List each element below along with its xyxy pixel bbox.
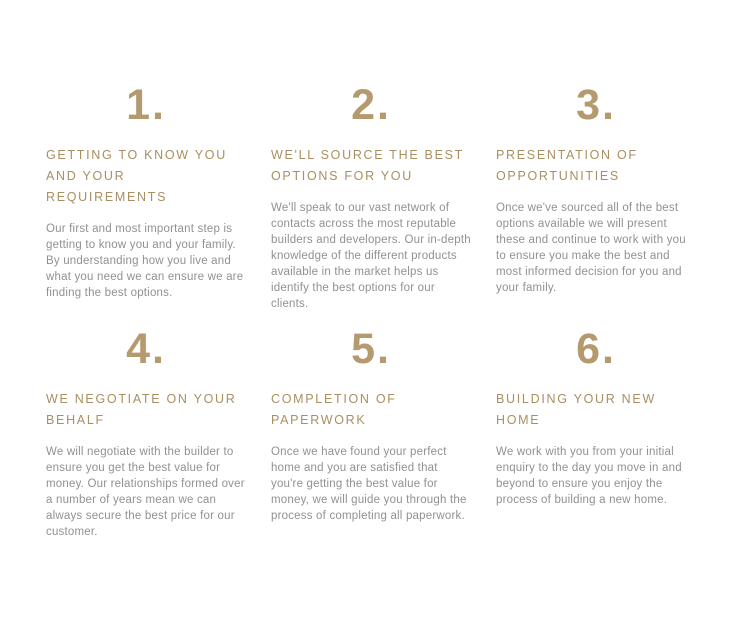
step-number: 4. [126,325,166,373]
step-number: 5. [351,325,391,373]
step-title: PRESENTATION OF OPPORTUNITIES [496,148,638,183]
step-title: BUILDING YOUR NEW HOME [496,392,656,427]
step-description: Once we have found your perfect home and you are satisfied that you're getting the best value for money, we will guide you through the process of completing all paperwork. [271,446,467,522]
step-card-1 [46,81,246,312]
step-title: GETTING TO KNOW YOU AND YOUR REQUIREMENTS [46,148,227,204]
step-description: We will negotiate with the builder to ensure you get the best value for money. Our relationships formed over a number of years mean we can always secure the best price for our customer. [46,446,245,538]
step-number: 6. [576,325,616,373]
step-description: Our first and most important step is getting to know you and your family. By understanding how you live and what you need we can ensure we are finding the best options. [46,223,244,299]
step-card-3 [496,81,696,312]
step-title: WE'LL SOURCE THE BEST OPTIONS FOR YOU [271,148,464,183]
step-card-5 [271,325,471,540]
step-card-4 [46,325,246,540]
step-description: We work with you from your initial enquiry to the day you move in and beyond to ensure you enjoy the process of building a new home. [496,446,682,506]
step-description: We'll speak to our vast network of contacts across the most reputable builders and developers. Our in-depth knowledge of the different products available in the market helps us identify the best options for our clients. [271,202,471,310]
step-number: 1. [126,81,166,129]
step-card-2 [271,81,471,312]
step-number: 3. [576,81,616,129]
step-title: COMPLETION OF PAPERWORK [271,392,397,427]
step-description: Once we've sourced all of the best options available we will present these and continue to work with you to ensure you make the best and most informed decision for you and your family. [496,202,686,294]
step-title: WE NEGOTIATE ON YOUR BEHALF [46,392,237,427]
step-card-6 [496,325,696,540]
step-number: 2. [351,81,391,129]
